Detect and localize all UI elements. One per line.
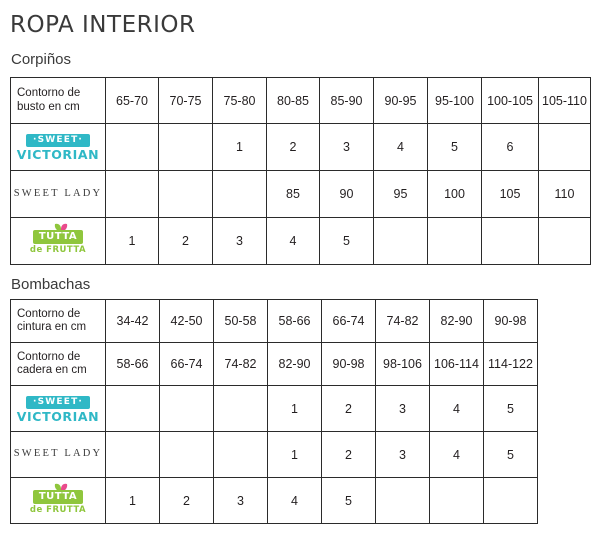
table-cell: 95 xyxy=(374,171,428,218)
table-row xyxy=(11,124,591,171)
table-row xyxy=(11,78,591,124)
table-cell: 2 xyxy=(159,218,213,265)
table-cell: 110 xyxy=(539,171,591,218)
table-cell: 100 xyxy=(428,171,482,218)
tutta-frutta-top-text: TUTTA xyxy=(33,490,83,504)
table-cell: 5 xyxy=(428,124,482,171)
table-row xyxy=(11,300,538,343)
table-cell xyxy=(106,124,159,171)
tutta-frutta-top-text: TUTTA xyxy=(33,230,83,244)
table-cell: 2 xyxy=(322,386,376,432)
section-title-corpinos: Corpiños xyxy=(11,51,72,68)
table-cell: 5 xyxy=(484,386,538,432)
sweet-victorian-bottom-text: VICTORIAN xyxy=(16,408,100,424)
table-cell: 3 xyxy=(213,218,267,265)
table-cell: 90-95 xyxy=(374,78,428,124)
table-cell: 66-74 xyxy=(160,343,214,386)
table-cell: 1 xyxy=(268,386,322,432)
table-cell xyxy=(482,218,539,265)
table-cell: 2 xyxy=(160,478,214,524)
brand-logo-sweet-victorian xyxy=(11,124,106,171)
table-cell: 3 xyxy=(376,432,430,478)
table-cell: 90-98 xyxy=(484,300,538,343)
table-cell: 66-74 xyxy=(322,300,376,343)
table-corpinos xyxy=(10,77,591,265)
table-cell: 105-110 xyxy=(539,78,591,124)
table-row xyxy=(11,386,538,432)
table-row xyxy=(11,343,538,386)
row-label-cintura: Contorno de cintura en cm xyxy=(11,300,106,343)
table-cell: 75-80 xyxy=(213,78,267,124)
brand-logo-sweet-lady xyxy=(11,171,106,218)
brand-logo-sweet-victorian xyxy=(11,386,106,432)
table-cell: 4 xyxy=(267,218,320,265)
table-cell: 5 xyxy=(322,478,376,524)
table-cell: 4 xyxy=(374,124,428,171)
tutta-frutta-bottom-text: de FRUTTA xyxy=(29,245,87,256)
row-label-cadera: Contorno de cadera en cm xyxy=(11,343,106,386)
table-cell: 1 xyxy=(213,124,267,171)
table-cell: 1 xyxy=(106,478,160,524)
table-cell: 100-105 xyxy=(482,78,539,124)
table-cell xyxy=(539,218,591,265)
table-cell xyxy=(106,171,159,218)
table-cell: 82-90 xyxy=(268,343,322,386)
table-cell: 4 xyxy=(430,432,484,478)
table-cell xyxy=(539,124,591,171)
table-bombachas xyxy=(10,299,538,524)
table-cell xyxy=(430,478,484,524)
table-cell: 98-106 xyxy=(376,343,430,386)
table-cell xyxy=(159,171,213,218)
table-cell xyxy=(213,171,267,218)
table-row xyxy=(11,432,538,478)
table-cell: 85-90 xyxy=(320,78,374,124)
table-cell: 50-58 xyxy=(214,300,268,343)
table-cell: 4 xyxy=(430,386,484,432)
table-cell xyxy=(159,124,213,171)
sweet-victorian-top-text: ·SWEET· xyxy=(26,134,90,147)
table-cell: 1 xyxy=(106,218,159,265)
table-row xyxy=(11,171,591,218)
table-cell: 58-66 xyxy=(106,343,160,386)
table-cell: 106-114 xyxy=(430,343,484,386)
table-cell: 65-70 xyxy=(106,78,159,124)
page-title: ROPA INTERIOR xyxy=(10,12,196,38)
brand-logo-tutta-frutta xyxy=(11,218,106,265)
sweet-victorian-top-text: ·SWEET· xyxy=(26,396,90,409)
table-cell: 4 xyxy=(268,478,322,524)
brand-logo-sweet-lady xyxy=(11,432,106,478)
sweet-lady-text: SWEET LADY xyxy=(13,448,103,460)
table-cell: 85 xyxy=(267,171,320,218)
table-cell xyxy=(214,432,268,478)
table-cell: 5 xyxy=(320,218,374,265)
table-cell xyxy=(428,218,482,265)
table-cell xyxy=(214,386,268,432)
table-row xyxy=(11,218,591,265)
table-cell: 3 xyxy=(320,124,374,171)
table-cell: 34-42 xyxy=(106,300,160,343)
sweet-victorian-bottom-text: VICTORIAN xyxy=(16,147,100,163)
table-row xyxy=(11,478,538,524)
table-cell: 74-82 xyxy=(376,300,430,343)
table-cell: 58-66 xyxy=(268,300,322,343)
table-cell xyxy=(106,432,160,478)
table-cell: 3 xyxy=(376,386,430,432)
table-cell xyxy=(484,478,538,524)
table-cell: 74-82 xyxy=(214,343,268,386)
table-cell: 95-100 xyxy=(428,78,482,124)
table-cell: 90-98 xyxy=(322,343,376,386)
table-cell xyxy=(106,386,160,432)
table-cell: 3 xyxy=(214,478,268,524)
table-cell: 90 xyxy=(320,171,374,218)
tutta-frutta-bottom-text: de FRUTTA xyxy=(29,504,87,515)
table-cell: 2 xyxy=(322,432,376,478)
table-cell: 5 xyxy=(484,432,538,478)
table-cell: 82-90 xyxy=(430,300,484,343)
table-cell: 6 xyxy=(482,124,539,171)
table-cell: 1 xyxy=(268,432,322,478)
table-cell xyxy=(376,478,430,524)
table-cell: 80-85 xyxy=(267,78,320,124)
table-cell: 2 xyxy=(267,124,320,171)
row-label-busto: Contorno de busto en cm xyxy=(11,78,106,124)
table-cell: 42-50 xyxy=(160,300,214,343)
table-cell: 70-75 xyxy=(159,78,213,124)
table-cell xyxy=(160,432,214,478)
table-cell xyxy=(374,218,428,265)
sweet-lady-text: SWEET LADY xyxy=(13,187,103,199)
table-cell: 105 xyxy=(482,171,539,218)
section-title-bombachas: Bombachas xyxy=(11,276,91,293)
table-cell: 114-122 xyxy=(484,343,538,386)
brand-logo-tutta-frutta xyxy=(11,478,106,524)
table-cell xyxy=(160,386,214,432)
